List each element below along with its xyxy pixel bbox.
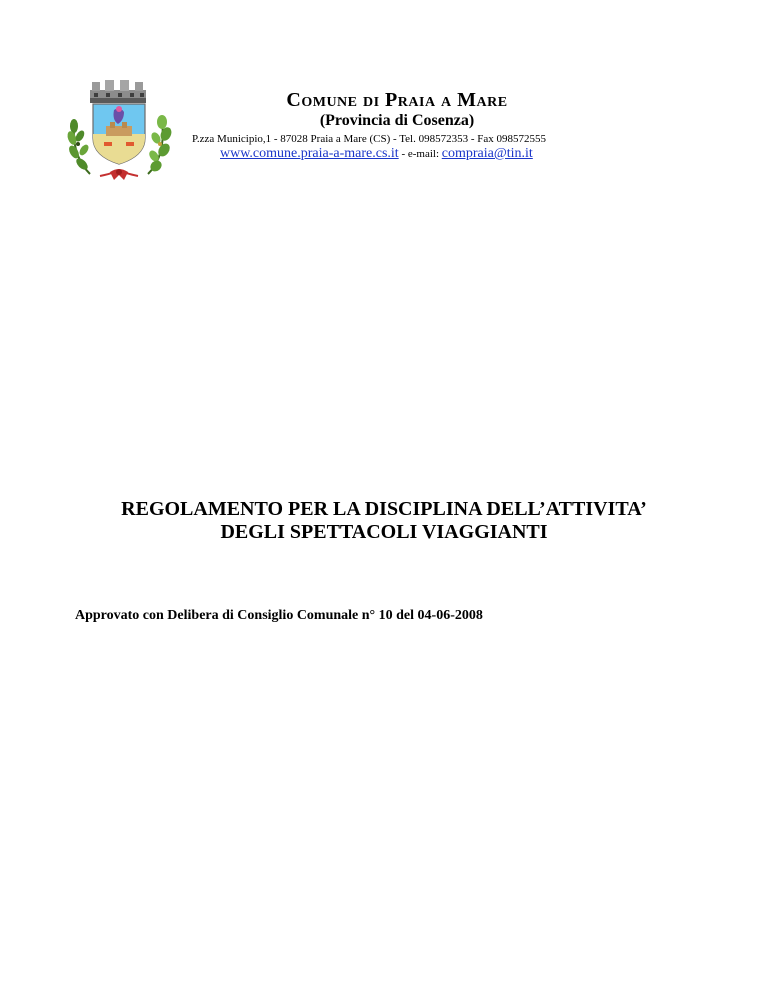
municipality-address: P.zza Municipio,1 - 87028 Praia a Mare (CS) - Tel. 098572353 - Fax 098572555 (192, 133, 547, 145)
coat-of-arms-logo (60, 76, 178, 186)
document-title-line-1: REGOLAMENTO PER LA DISCIPLINA DELL’ATTIVITA’ (121, 498, 647, 520)
email-label: - e-mail: (398, 148, 442, 160)
document-title-line-2: DEGLI SPETTACOLI VIAGGIANTI (220, 521, 548, 543)
crown-icon (90, 80, 146, 103)
oak-branch-right-icon (147, 115, 173, 174)
letterhead (182, 88, 602, 162)
document-title (0, 498, 768, 544)
province-name: (Provincia di Cosenza) (319, 112, 475, 129)
municipality-name: Comune di Praia a Mare (286, 89, 508, 111)
email-link[interactable]: compraia@tin.it (441, 146, 533, 161)
shield-icon (93, 104, 145, 164)
website-link[interactable]: www.comune.praia-a-mare.cs.it (220, 146, 399, 161)
ribbon-icon (100, 169, 138, 180)
contacts-line (220, 146, 602, 162)
approval-note: Approvato con Delibera di Consiglio Comunale n° 10 del 04-06-2008 (75, 608, 483, 623)
laurel-branch-left-icon (66, 119, 90, 174)
